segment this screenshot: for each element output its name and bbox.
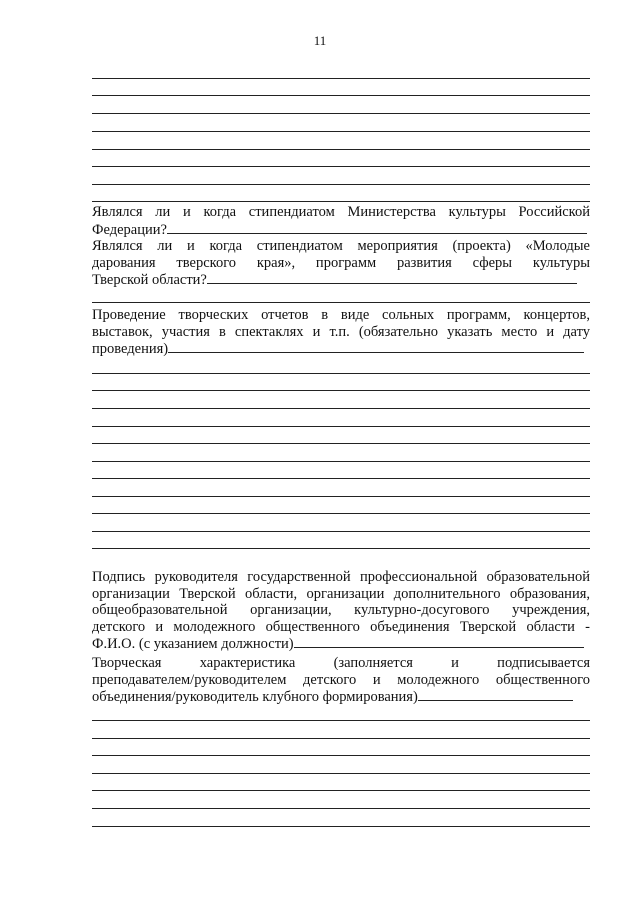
blank-line[interactable] (92, 461, 590, 462)
blank-line[interactable] (92, 113, 590, 114)
blank-line[interactable] (92, 95, 590, 96)
page-number: 11 (313, 33, 327, 48)
blank-line[interactable] (92, 808, 590, 809)
signature-name-label: Ф.И.О. (с указанием должности) (92, 636, 294, 653)
blank-line[interactable] (92, 390, 590, 391)
blank-line[interactable] (92, 773, 590, 774)
blank-line[interactable] (92, 302, 590, 303)
blank-line[interactable] (92, 531, 590, 532)
ministry-answer-field[interactable] (167, 221, 587, 234)
blank-line[interactable] (92, 496, 590, 497)
blank-line[interactable] (92, 755, 590, 756)
blank-line[interactable] (92, 184, 590, 185)
characteristic-label-end: объединения/руководитель клубного формирования) (92, 689, 418, 706)
blank-line[interactable] (92, 478, 590, 479)
signature-name-field[interactable] (294, 635, 584, 648)
creative-characteristic: Творческая характеристика (заполняется и подписывается преподавателем/руководителем детского и молодежного общественного объединения/руководитель клубного формирования) (92, 655, 590, 706)
blank-line[interactable] (92, 131, 590, 132)
blank-line[interactable] (92, 201, 590, 202)
ministry-scholarship-question: Являлся ли и когда стипендиатом Министерства культуры Российской Федерации? (92, 204, 590, 238)
reports-answer-field[interactable] (168, 340, 584, 353)
blank-line[interactable] (92, 790, 590, 791)
blank-line[interactable] (92, 548, 590, 549)
blank-line[interactable] (92, 408, 590, 409)
blank-line[interactable] (92, 720, 590, 721)
blank-line[interactable] (92, 78, 590, 79)
blank-line[interactable] (92, 513, 590, 514)
blank-line[interactable] (92, 373, 590, 374)
signature-block: Подпись руководителя государственной профессиональной образовательной организации Тверской области, организации дополнительного образования, общеобразовательной организации, культурно-досугового учреждения, детского и молодежного общественного объединения Тверской области - Ф.И.О. (с указанием должности) (92, 569, 590, 653)
creative-reports-question: Проведение творческих отчетов в виде сольных программ, концертов, выставок, участия в спектаклях и т.п. (обязательно указать место и дату проведения) (92, 307, 590, 358)
blank-line[interactable] (92, 149, 590, 150)
blank-line[interactable] (92, 166, 590, 167)
blank-line[interactable] (92, 426, 590, 427)
blank-line[interactable] (92, 443, 590, 444)
regional-question-end: Тверской области? (92, 272, 207, 289)
blank-line[interactable] (92, 826, 590, 827)
ministry-question-end: Федерации? (92, 221, 167, 238)
reports-question-end: проведения) (92, 341, 169, 358)
regional-answer-field[interactable] (207, 271, 577, 284)
characteristic-field[interactable] (418, 688, 573, 701)
regional-scholarship-question: Являлся ли и когда стипендиатом мероприятия (проекта) «Молодые дарования тверского края», программ развития сферы культуры Тверской области? (92, 238, 590, 289)
blank-line[interactable] (92, 738, 590, 739)
